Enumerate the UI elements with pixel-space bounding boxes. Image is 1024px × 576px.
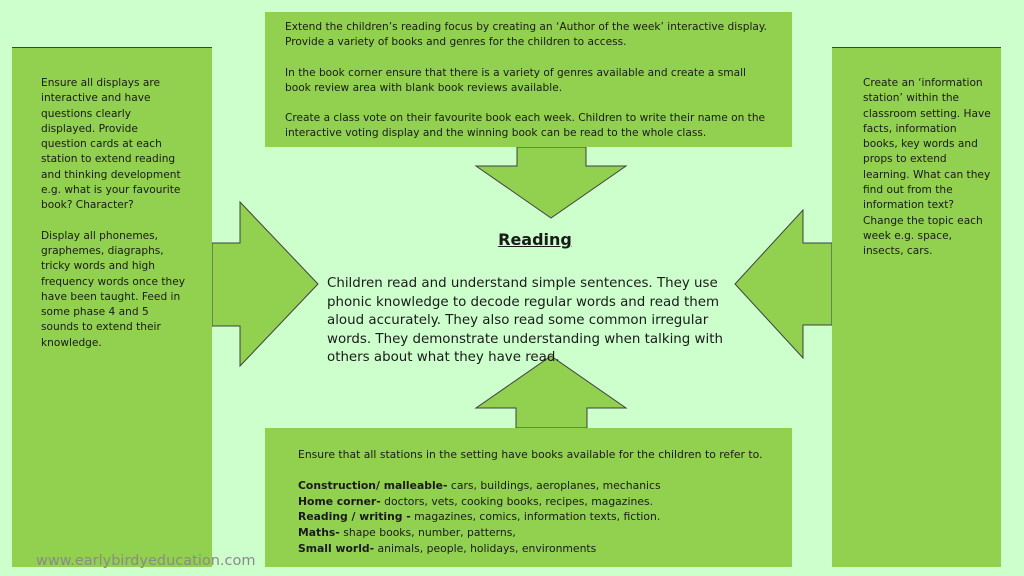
right-box	[832, 48, 1001, 567]
arrow-right	[212, 202, 318, 366]
page-title: Reading	[498, 230, 572, 249]
list-item-text: cars, buildings, aeroplanes, mechanics	[447, 479, 661, 493]
right-box-text: Create an ‘information station’ within the classroom setting. Have facts, information books, key words and props to extend learning. What can they find out from the information text? Change the topic each week e.g. space, insects, cars.	[863, 77, 991, 258]
list-item	[298, 478, 780, 494]
left-box-paragraph-2: Display all phonemes, graphemes, diagraphs, tricky words and high frequency words once they have been taught. Feed in some phase 4 and 5 sounds to extend their knowledge.	[41, 229, 185, 349]
arrow-down	[476, 147, 626, 218]
left-box	[12, 48, 212, 567]
center-description: Children read and understand simple sentences. They use phonic knowledge to decode regular words and read them aloud accurately. They also read some common irregular words. They demonstrate understanding when talking with others about what they have read.	[327, 276, 723, 366]
list-item-text: animals, people, holidays, environments	[374, 541, 597, 555]
list-item-label: Reading / writing -	[298, 510, 411, 524]
left-box-paragraph-1: Ensure all displays are interactive and have questions clearly displayed. Provide question cards at each station to extend reading and thinking development e.g. what is your favourite book? Character?	[41, 77, 181, 212]
list-item-text: magazines, comics, information texts, fiction.	[410, 510, 661, 524]
top-box-paragraph-1: Extend the children’s reading focus by creating an ‘Author of the week’ interactive display. Provide a variety of books and genres for the children to access.	[285, 21, 768, 49]
list-item	[298, 525, 780, 541]
top-box	[265, 12, 792, 147]
website-link[interactable]: www.earlybirdyeducation.com	[36, 553, 256, 569]
list-item-label: Construction/ malleable-	[298, 479, 448, 493]
list-item-label: Home corner-	[298, 494, 381, 508]
bottom-box	[265, 428, 792, 567]
list-item-label: Maths-	[298, 525, 340, 539]
list-item-text: shape books, number, patterns,	[339, 525, 516, 539]
top-box-paragraph-3: Create a class vote on their favourite book each week. Children to write their name on the interactive voting display and the winning book can be read to the whole class.	[285, 112, 766, 140]
arrow-left	[735, 210, 832, 358]
list-item	[298, 494, 780, 510]
top-box-paragraph-2: In the book corner ensure that there is a variety of genres available and create a small book review area with blank book reviews available.	[285, 66, 746, 94]
bottom-box-intro: Ensure that all stations in the setting have books available for the children to refer to.	[298, 448, 763, 461]
list-item-text: doctors, vets, cooking books, recipes, magazines.	[380, 494, 654, 508]
list-item-label: Small world-	[298, 541, 375, 555]
list-item	[298, 541, 780, 557]
list-item	[298, 509, 780, 525]
